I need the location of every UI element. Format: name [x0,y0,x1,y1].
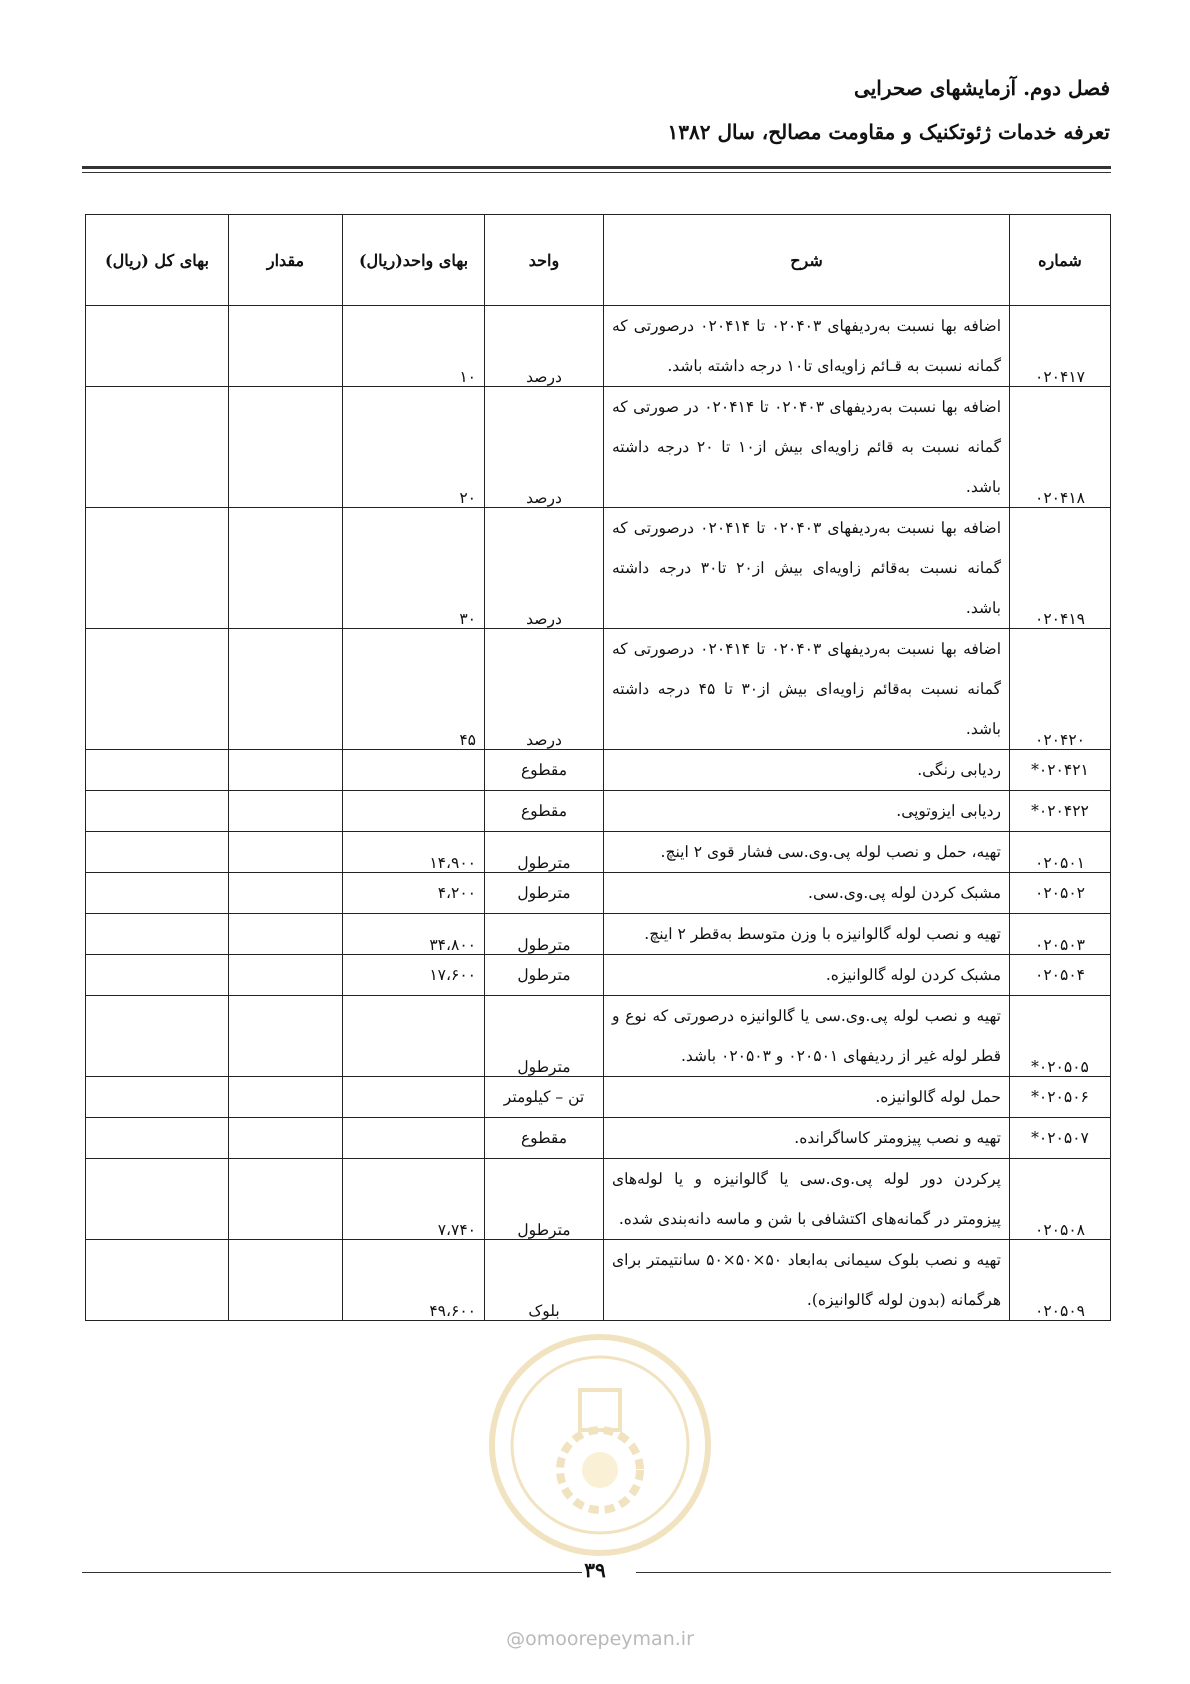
row-total [86,914,229,955]
row-desc: حمل لوله گالوانیزه. [604,1077,1010,1118]
row-unit: مترطول [485,914,604,955]
row-code: ۰۲۰۵۰۴ [1010,955,1111,996]
row-total [86,1159,229,1240]
row-unit-price: ۷،۷۴۰ [343,1159,485,1240]
table-row [86,873,1111,914]
col-header-desc: شرح [604,215,1010,306]
row-code: *۰۲۰۵۰۷ [1010,1118,1111,1159]
row-quantity [229,791,343,832]
row-total [86,1118,229,1159]
row-code: ۰۲۰۵۰۳ [1010,914,1111,955]
row-total [86,306,229,387]
row-code: *۰۲۰۴۲۱ [1010,750,1111,791]
row-code: ۰۲۰۵۰۸ [1010,1159,1111,1240]
row-unit: مترطول [485,955,604,996]
table-row [86,1118,1111,1159]
table-row [86,1240,1111,1321]
row-unit: درصد [485,629,604,750]
header-rule [82,166,1111,169]
row-desc: تهیه و نصب بلوک سیمانی به‌ابعاد ۵۰×۵۰×۵۰ سانتیمتر برای هرگمانه (بدون لوله گالوانیزه). [604,1240,1010,1321]
row-total [86,832,229,873]
row-total [86,1077,229,1118]
row-unit-price [343,791,485,832]
row-unit-price [343,996,485,1077]
row-unit-price: ۴،۲۰۰ [343,873,485,914]
table-row [86,508,1111,629]
row-total [86,873,229,914]
table-row [86,387,1111,508]
col-header-unit-price: بهای واحد(ریال) [343,215,485,306]
table-row [86,955,1111,996]
row-quantity [229,955,343,996]
row-unit-price: ۳۴،۸۰۰ [343,914,485,955]
page-number: ۳۹ [584,1558,606,1582]
row-unit: بلوک [485,1240,604,1321]
row-unit: درصد [485,508,604,629]
col-header-unit: واحد [485,215,604,306]
row-total [86,508,229,629]
row-quantity [229,508,343,629]
table-row [86,832,1111,873]
row-quantity [229,629,343,750]
row-quantity [229,832,343,873]
row-unit: مقطوع [485,791,604,832]
table-row [86,791,1111,832]
table-row [86,996,1111,1077]
row-unit-price: ۱۴،۹۰۰ [343,832,485,873]
row-quantity [229,1118,343,1159]
row-quantity [229,1077,343,1118]
row-total [86,387,229,508]
row-desc: اضافه بها نسبت به‌ردیفهای ۰۲۰۴۰۳ تا ۰۲۰۴۱۴ در صورتی که گمانه نسبت به قائم زاویه‌ای بیش از۱۰ تا ۲۰ درجه داشته باشد. [604,387,1010,508]
row-total [86,955,229,996]
row-unit: مترطول [485,1159,604,1240]
row-total [86,996,229,1077]
row-unit-price: ۴۵ [343,629,485,750]
row-desc: تهیه، حمل و نصب لوله پی.وی.سی فشار قوی ۲ اینچ. [604,832,1010,873]
col-header-quantity: مقدار [229,215,343,306]
row-unit-price: ۱۷،۶۰۰ [343,955,485,996]
row-unit: مترطول [485,996,604,1077]
col-header-total: بهای کل (ریال) [86,215,229,306]
row-quantity [229,750,343,791]
row-desc: اضافه بها نسبت به‌ردیفهای ۰۲۰۴۰۳ تا ۰۲۰۴۱۴ درصورتی که گمانه نسبت به‌قائم زاویه‌ای بیش از۳۰ تا ۴۵ درجه داشته باشد. [604,629,1010,750]
tariff-table [85,214,1111,1321]
row-quantity [229,306,343,387]
row-unit: درصد [485,387,604,508]
row-unit-price: ۳۰ [343,508,485,629]
table-row [86,914,1111,955]
table-body [86,306,1111,1321]
row-unit: مقطوع [485,1118,604,1159]
row-unit-price: ۲۰ [343,387,485,508]
chapter-title: فصل دوم. آزمایشهای صحرایی [854,76,1110,100]
row-unit-price [343,1118,485,1159]
row-quantity [229,387,343,508]
row-quantity [229,873,343,914]
row-unit-price: ۱۰ [343,306,485,387]
row-unit-price [343,1077,485,1118]
row-desc: ردیابی ایزوتوپی. [604,791,1010,832]
row-desc: تهیه و نصب پیزومتر کاساگرانده. [604,1118,1010,1159]
row-unit: مترطول [485,832,604,873]
row-unit-price [343,750,485,791]
row-code: *۰۲۰۵۰۶ [1010,1077,1111,1118]
row-total [86,1240,229,1321]
row-unit: مقطوع [485,750,604,791]
row-unit: درصد [485,306,604,387]
table-row [86,1159,1111,1240]
row-desc: اضافه بها نسبت به‌ردیفهای ۰۲۰۴۰۳ تا ۰۲۰۴۱۴ درصورتی که گمانه نسبت به‌قائم زاویه‌ای بیش از۲۰ تا۳۰ درجه داشته باشد. [604,508,1010,629]
row-code: ۰۲۰۵۰۹ [1010,1240,1111,1321]
tariff-subtitle: تعرفه خدمات ژئوتکنیک و مقاومت مصالح، سال ۱۳۸۲ [667,120,1110,144]
table-row [86,306,1111,387]
row-total [86,750,229,791]
row-code: ۰۲۰۴۲۰ [1010,629,1111,750]
row-quantity [229,1240,343,1321]
row-desc: تهیه و نصب لوله پی.وی.سی یا گالوانیزه درصورتی که نوع و قطر لوله غیر از ردیفهای ۰۲۰۵۰۱ و ۰۲۰۵۰۳ باشد. [604,996,1010,1077]
row-unit: تن – کیلومتر [485,1077,604,1118]
row-unit: مترطول [485,873,604,914]
row-quantity [229,996,343,1077]
row-quantity [229,1159,343,1240]
row-quantity [229,914,343,955]
row-total [86,791,229,832]
row-unit-price: ۴۹،۶۰۰ [343,1240,485,1321]
table-row [86,1077,1111,1118]
header-rule-thin [82,172,1111,173]
row-desc: اضافه بها نسبت به‌ردیفهای ۰۲۰۴۰۳ تا ۰۲۰۴۱۴ درصورتی که گمانه نسبت به قـائم زاویه‌ای تا۱۰ درجه داشته باشد. [604,306,1010,387]
row-desc: پرکردن دور لوله پی.وی.سی یا گالوانیزه و یا لوله‌های پیزومتر در گمانه‌های اکتشافی با شن و ماسه دانه‌بندی شده. [604,1159,1010,1240]
table-header-row [86,215,1111,306]
watermark-site-text: @omoorepeyman.ir [506,1628,694,1650]
row-desc: مشبک کردن لوله پی.وی.سی. [604,873,1010,914]
row-code: ۰۲۰۵۰۱ [1010,832,1111,873]
row-code: ۰۲۰۵۰۲ [1010,873,1111,914]
col-header-code: شماره [1010,215,1111,306]
row-code: ۰۲۰۴۱۸ [1010,387,1111,508]
row-desc: مشبک کردن لوله گالوانیزه. [604,955,1010,996]
table-row [86,629,1111,750]
row-desc: ردیابی رنگی. [604,750,1010,791]
page-header [668,74,1110,146]
table-row [86,750,1111,791]
publisher-seal-watermark [485,1330,715,1560]
footer-rule-right [636,1572,1111,1573]
row-desc: تهیه و نصب لوله گالوانیزه با وزن متوسط به‌قطر ۲ اینچ. [604,914,1010,955]
row-code: *۰۲۰۵۰۵ [1010,996,1111,1077]
row-code: ۰۲۰۴۱۹ [1010,508,1111,629]
row-code: *۰۲۰۴۲۲ [1010,791,1111,832]
row-code: ۰۲۰۴۱۷ [1010,306,1111,387]
row-total [86,629,229,750]
footer-rule-left [82,1572,582,1573]
